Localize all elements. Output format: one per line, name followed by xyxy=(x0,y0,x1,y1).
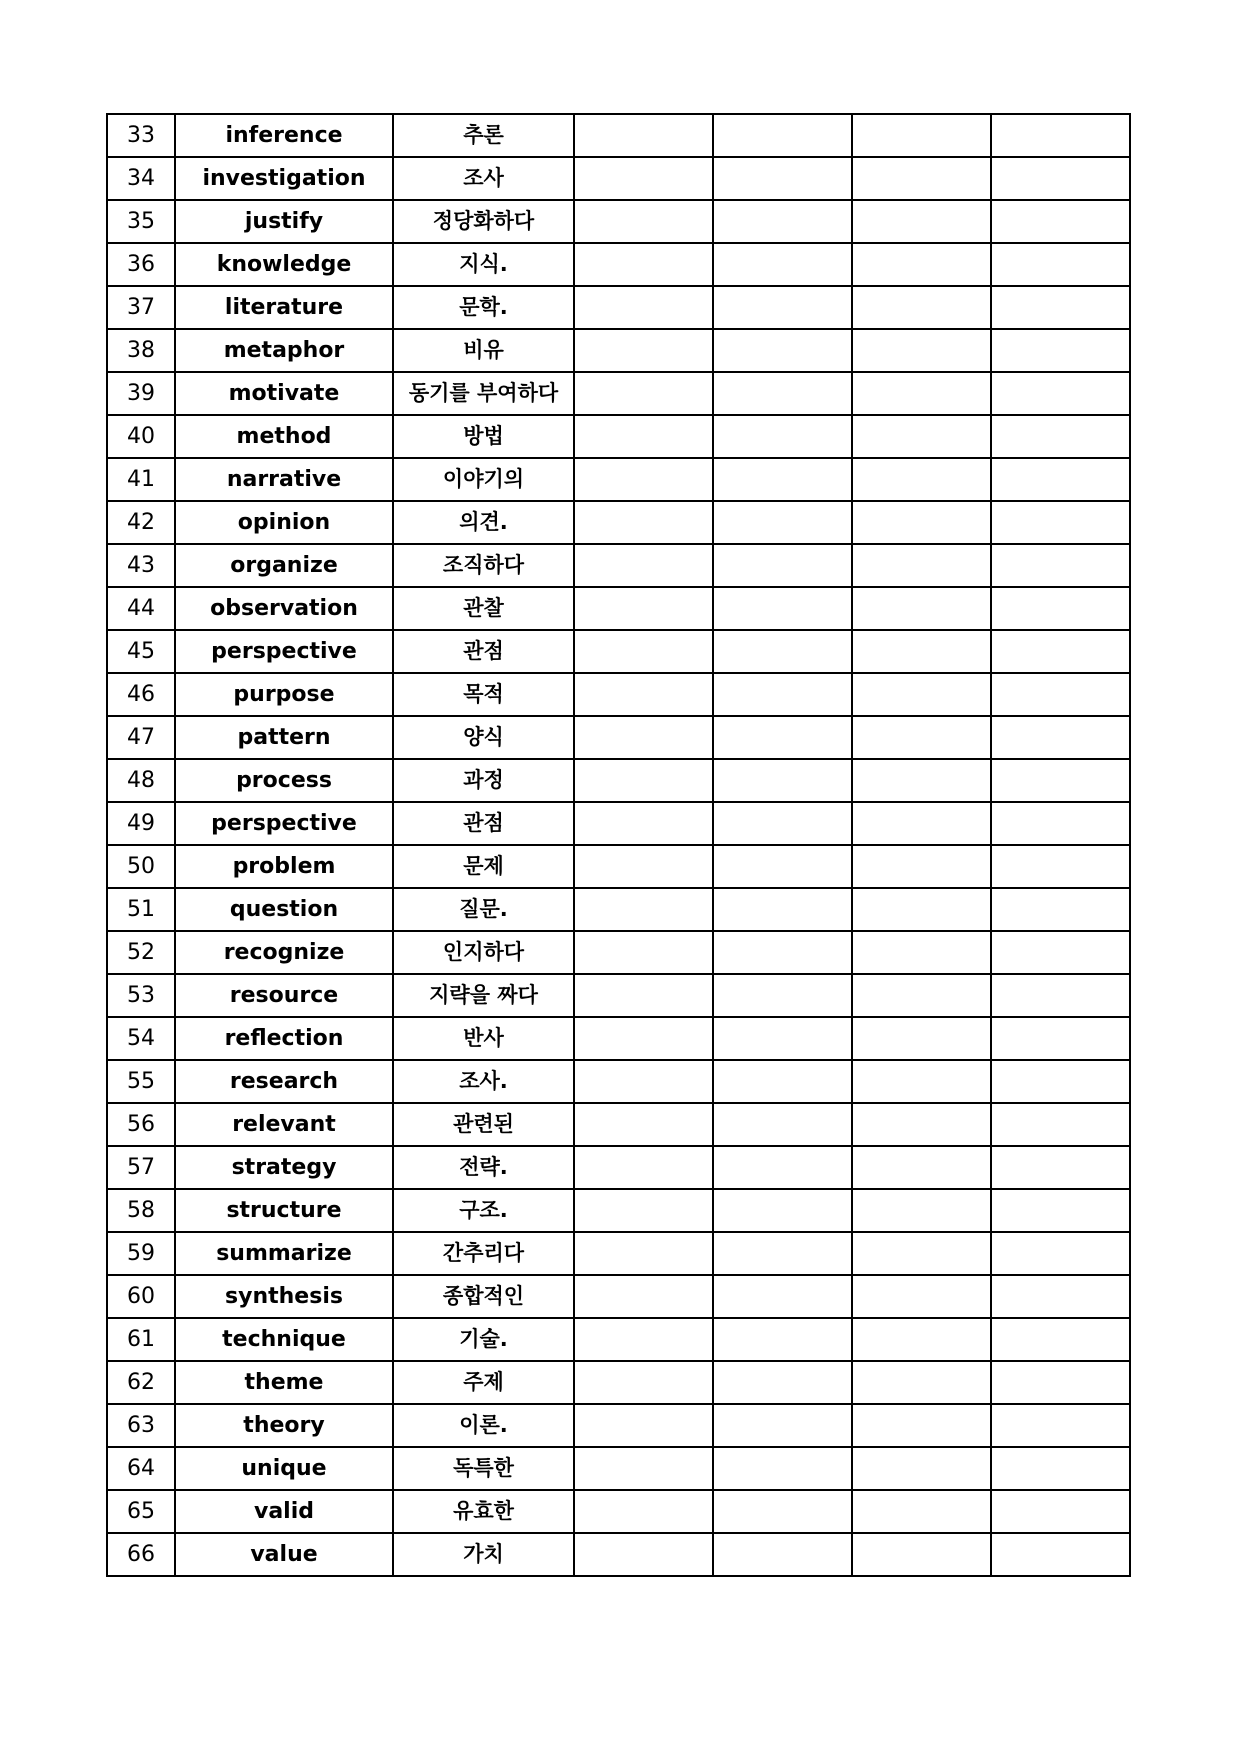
practice-blank-cell xyxy=(852,1017,991,1060)
practice-blank-cell xyxy=(713,1318,852,1361)
korean-meaning: 관찰 xyxy=(393,587,574,630)
practice-blank-cell xyxy=(991,1318,1130,1361)
practice-blank-cell xyxy=(991,286,1130,329)
korean-meaning: 종합적인 xyxy=(393,1275,574,1318)
practice-blank-cell xyxy=(852,974,991,1017)
english-word: process xyxy=(175,759,393,802)
practice-blank-cell xyxy=(852,1103,991,1146)
english-word: question xyxy=(175,888,393,931)
practice-blank-cell xyxy=(574,587,713,630)
table-row xyxy=(107,1533,1130,1576)
row-number: 39 xyxy=(107,372,175,415)
korean-meaning: 이론. xyxy=(393,1404,574,1447)
english-word: reflection xyxy=(175,1017,393,1060)
korean-meaning: 추론 xyxy=(393,114,574,157)
table-row xyxy=(107,1017,1130,1060)
practice-blank-cell xyxy=(852,1275,991,1318)
english-word: justify xyxy=(175,200,393,243)
practice-blank-cell xyxy=(713,1404,852,1447)
practice-blank-cell xyxy=(574,1275,713,1318)
practice-blank-cell xyxy=(574,544,713,587)
english-word: investigation xyxy=(175,157,393,200)
english-word: summarize xyxy=(175,1232,393,1275)
practice-blank-cell xyxy=(713,200,852,243)
practice-blank-cell xyxy=(852,1232,991,1275)
practice-blank-cell xyxy=(713,673,852,716)
practice-blank-cell xyxy=(991,759,1130,802)
practice-blank-cell xyxy=(852,759,991,802)
vocabulary-table-body xyxy=(107,114,1130,1576)
practice-blank-cell xyxy=(991,1490,1130,1533)
korean-meaning: 과정 xyxy=(393,759,574,802)
practice-blank-cell xyxy=(852,587,991,630)
practice-blank-cell xyxy=(713,1189,852,1232)
practice-blank-cell xyxy=(852,1533,991,1576)
korean-meaning: 주제 xyxy=(393,1361,574,1404)
practice-blank-cell xyxy=(713,802,852,845)
row-number: 36 xyxy=(107,243,175,286)
row-number: 34 xyxy=(107,157,175,200)
english-word: opinion xyxy=(175,501,393,544)
row-number: 60 xyxy=(107,1275,175,1318)
english-word: theory xyxy=(175,1404,393,1447)
table-row xyxy=(107,587,1130,630)
vocabulary-table xyxy=(106,113,1131,1577)
practice-blank-cell xyxy=(991,458,1130,501)
row-number: 51 xyxy=(107,888,175,931)
practice-blank-cell xyxy=(991,673,1130,716)
practice-blank-cell xyxy=(713,1447,852,1490)
table-row xyxy=(107,157,1130,200)
korean-meaning: 이야기의 xyxy=(393,458,574,501)
korean-meaning: 인지하다 xyxy=(393,931,574,974)
practice-blank-cell xyxy=(852,157,991,200)
practice-blank-cell xyxy=(852,544,991,587)
practice-blank-cell xyxy=(713,544,852,587)
row-number: 44 xyxy=(107,587,175,630)
practice-blank-cell xyxy=(852,501,991,544)
practice-blank-cell xyxy=(991,1103,1130,1146)
practice-blank-cell xyxy=(991,114,1130,157)
row-number: 61 xyxy=(107,1318,175,1361)
korean-meaning: 의견. xyxy=(393,501,574,544)
practice-blank-cell xyxy=(991,1361,1130,1404)
table-row xyxy=(107,286,1130,329)
table-row xyxy=(107,1146,1130,1189)
row-number: 37 xyxy=(107,286,175,329)
table-row xyxy=(107,1275,1130,1318)
practice-blank-cell xyxy=(574,802,713,845)
practice-blank-cell xyxy=(713,845,852,888)
row-number: 41 xyxy=(107,458,175,501)
practice-blank-cell xyxy=(574,1189,713,1232)
table-row xyxy=(107,1189,1130,1232)
practice-blank-cell xyxy=(713,458,852,501)
practice-blank-cell xyxy=(574,1060,713,1103)
table-row xyxy=(107,1232,1130,1275)
korean-meaning: 관련된 xyxy=(393,1103,574,1146)
row-number: 65 xyxy=(107,1490,175,1533)
table-row xyxy=(107,1447,1130,1490)
practice-blank-cell xyxy=(713,931,852,974)
row-number: 54 xyxy=(107,1017,175,1060)
practice-blank-cell xyxy=(713,372,852,415)
table-row xyxy=(107,931,1130,974)
row-number: 53 xyxy=(107,974,175,1017)
practice-blank-cell xyxy=(991,157,1130,200)
table-row xyxy=(107,372,1130,415)
korean-meaning: 가치 xyxy=(393,1533,574,1576)
table-row xyxy=(107,1060,1130,1103)
row-number: 42 xyxy=(107,501,175,544)
english-word: value xyxy=(175,1533,393,1576)
practice-blank-cell xyxy=(852,1447,991,1490)
practice-blank-cell xyxy=(852,1318,991,1361)
practice-blank-cell xyxy=(852,716,991,759)
practice-blank-cell xyxy=(713,329,852,372)
table-row xyxy=(107,200,1130,243)
korean-meaning: 목적 xyxy=(393,673,574,716)
english-word: motivate xyxy=(175,372,393,415)
practice-blank-cell xyxy=(574,931,713,974)
practice-blank-cell xyxy=(991,587,1130,630)
table-row xyxy=(107,974,1130,1017)
practice-blank-cell xyxy=(991,1060,1130,1103)
practice-blank-cell xyxy=(991,845,1130,888)
korean-meaning: 관점 xyxy=(393,630,574,673)
table-row xyxy=(107,716,1130,759)
row-number: 52 xyxy=(107,931,175,974)
english-word: perspective xyxy=(175,802,393,845)
practice-blank-cell xyxy=(852,329,991,372)
english-word: literature xyxy=(175,286,393,329)
practice-blank-cell xyxy=(574,1490,713,1533)
row-number: 46 xyxy=(107,673,175,716)
row-number: 49 xyxy=(107,802,175,845)
practice-blank-cell xyxy=(991,1146,1130,1189)
english-word: resource xyxy=(175,974,393,1017)
practice-blank-cell xyxy=(991,1189,1130,1232)
practice-blank-cell xyxy=(852,931,991,974)
row-number: 38 xyxy=(107,329,175,372)
korean-meaning: 구조. xyxy=(393,1189,574,1232)
korean-meaning: 관점 xyxy=(393,802,574,845)
row-number: 35 xyxy=(107,200,175,243)
table-row xyxy=(107,630,1130,673)
practice-blank-cell xyxy=(852,673,991,716)
english-word: relevant xyxy=(175,1103,393,1146)
table-row xyxy=(107,1490,1130,1533)
practice-blank-cell xyxy=(713,1103,852,1146)
practice-blank-cell xyxy=(991,630,1130,673)
practice-blank-cell xyxy=(991,329,1130,372)
practice-blank-cell xyxy=(852,1404,991,1447)
practice-blank-cell xyxy=(991,1404,1130,1447)
practice-blank-cell xyxy=(713,1232,852,1275)
korean-meaning: 조직하다 xyxy=(393,544,574,587)
practice-blank-cell xyxy=(713,1146,852,1189)
row-number: 64 xyxy=(107,1447,175,1490)
practice-blank-cell xyxy=(713,286,852,329)
practice-blank-cell xyxy=(713,1275,852,1318)
practice-blank-cell xyxy=(713,759,852,802)
practice-blank-cell xyxy=(574,1017,713,1060)
practice-blank-cell xyxy=(991,544,1130,587)
table-row xyxy=(107,1103,1130,1146)
practice-blank-cell xyxy=(991,888,1130,931)
korean-meaning: 유효한 xyxy=(393,1490,574,1533)
practice-blank-cell xyxy=(713,114,852,157)
english-word: recognize xyxy=(175,931,393,974)
english-word: structure xyxy=(175,1189,393,1232)
row-number: 59 xyxy=(107,1232,175,1275)
practice-blank-cell xyxy=(713,888,852,931)
practice-blank-cell xyxy=(574,974,713,1017)
practice-blank-cell xyxy=(713,1533,852,1576)
practice-blank-cell xyxy=(991,501,1130,544)
row-number: 45 xyxy=(107,630,175,673)
korean-meaning: 전략. xyxy=(393,1146,574,1189)
practice-blank-cell xyxy=(574,157,713,200)
practice-blank-cell xyxy=(991,243,1130,286)
practice-blank-cell xyxy=(852,1146,991,1189)
table-row xyxy=(107,1318,1130,1361)
english-word: research xyxy=(175,1060,393,1103)
english-word: method xyxy=(175,415,393,458)
practice-blank-cell xyxy=(574,1146,713,1189)
practice-blank-cell xyxy=(852,1060,991,1103)
row-number: 48 xyxy=(107,759,175,802)
practice-blank-cell xyxy=(574,1361,713,1404)
practice-blank-cell xyxy=(991,1232,1130,1275)
table-row xyxy=(107,243,1130,286)
practice-blank-cell xyxy=(852,845,991,888)
row-number: 62 xyxy=(107,1361,175,1404)
practice-blank-cell xyxy=(991,1533,1130,1576)
practice-blank-cell xyxy=(574,243,713,286)
practice-blank-cell xyxy=(574,1318,713,1361)
row-number: 66 xyxy=(107,1533,175,1576)
practice-blank-cell xyxy=(852,630,991,673)
row-number: 43 xyxy=(107,544,175,587)
practice-blank-cell xyxy=(713,1017,852,1060)
practice-blank-cell xyxy=(991,372,1130,415)
korean-meaning: 양식 xyxy=(393,716,574,759)
row-number: 63 xyxy=(107,1404,175,1447)
practice-blank-cell xyxy=(574,286,713,329)
practice-blank-cell xyxy=(713,716,852,759)
practice-blank-cell xyxy=(852,200,991,243)
english-word: metaphor xyxy=(175,329,393,372)
table-row xyxy=(107,501,1130,544)
practice-blank-cell xyxy=(852,458,991,501)
table-row xyxy=(107,1361,1130,1404)
practice-blank-cell xyxy=(574,458,713,501)
korean-meaning: 방법 xyxy=(393,415,574,458)
table-row xyxy=(107,114,1130,157)
english-word: strategy xyxy=(175,1146,393,1189)
practice-blank-cell xyxy=(574,673,713,716)
row-number: 56 xyxy=(107,1103,175,1146)
table-row xyxy=(107,329,1130,372)
practice-blank-cell xyxy=(574,845,713,888)
english-word: observation xyxy=(175,587,393,630)
practice-blank-cell xyxy=(713,157,852,200)
english-word: synthesis xyxy=(175,1275,393,1318)
practice-blank-cell xyxy=(713,630,852,673)
english-word: pattern xyxy=(175,716,393,759)
practice-blank-cell xyxy=(991,931,1130,974)
practice-blank-cell xyxy=(991,200,1130,243)
english-word: unique xyxy=(175,1447,393,1490)
practice-blank-cell xyxy=(574,630,713,673)
table-row xyxy=(107,458,1130,501)
korean-meaning: 조사. xyxy=(393,1060,574,1103)
korean-meaning: 동기를 부여하다 xyxy=(393,372,574,415)
korean-meaning: 정당화하다 xyxy=(393,200,574,243)
table-row xyxy=(107,1404,1130,1447)
practice-blank-cell xyxy=(574,1447,713,1490)
row-number: 47 xyxy=(107,716,175,759)
practice-blank-cell xyxy=(991,802,1130,845)
row-number: 55 xyxy=(107,1060,175,1103)
practice-blank-cell xyxy=(852,415,991,458)
table-row xyxy=(107,544,1130,587)
practice-blank-cell xyxy=(852,888,991,931)
practice-blank-cell xyxy=(991,716,1130,759)
english-word: theme xyxy=(175,1361,393,1404)
practice-blank-cell xyxy=(574,888,713,931)
row-number: 58 xyxy=(107,1189,175,1232)
practice-blank-cell xyxy=(852,114,991,157)
english-word: knowledge xyxy=(175,243,393,286)
row-number: 57 xyxy=(107,1146,175,1189)
practice-blank-cell xyxy=(713,1060,852,1103)
korean-meaning: 조사 xyxy=(393,157,574,200)
practice-blank-cell xyxy=(713,974,852,1017)
practice-blank-cell xyxy=(713,587,852,630)
practice-blank-cell xyxy=(852,1490,991,1533)
practice-blank-cell xyxy=(574,1103,713,1146)
english-word: perspective xyxy=(175,630,393,673)
korean-meaning: 지략을 짜다 xyxy=(393,974,574,1017)
practice-blank-cell xyxy=(574,329,713,372)
korean-meaning: 문제 xyxy=(393,845,574,888)
english-word: problem xyxy=(175,845,393,888)
practice-blank-cell xyxy=(852,372,991,415)
practice-blank-cell xyxy=(574,1404,713,1447)
practice-blank-cell xyxy=(991,974,1130,1017)
korean-meaning: 간추리다 xyxy=(393,1232,574,1275)
practice-blank-cell xyxy=(852,243,991,286)
table-row xyxy=(107,845,1130,888)
practice-blank-cell xyxy=(713,501,852,544)
row-number: 33 xyxy=(107,114,175,157)
practice-blank-cell xyxy=(574,415,713,458)
practice-blank-cell xyxy=(574,501,713,544)
practice-blank-cell xyxy=(852,1189,991,1232)
practice-blank-cell xyxy=(991,415,1130,458)
practice-blank-cell xyxy=(574,372,713,415)
table-row xyxy=(107,415,1130,458)
practice-blank-cell xyxy=(713,1361,852,1404)
korean-meaning: 문학. xyxy=(393,286,574,329)
english-word: technique xyxy=(175,1318,393,1361)
practice-blank-cell xyxy=(852,1361,991,1404)
practice-blank-cell xyxy=(991,1017,1130,1060)
practice-blank-cell xyxy=(713,415,852,458)
practice-blank-cell xyxy=(852,286,991,329)
table-row xyxy=(107,759,1130,802)
practice-blank-cell xyxy=(574,200,713,243)
table-row xyxy=(107,802,1130,845)
korean-meaning: 비유 xyxy=(393,329,574,372)
table-row xyxy=(107,673,1130,716)
korean-meaning: 반사 xyxy=(393,1017,574,1060)
practice-blank-cell xyxy=(713,243,852,286)
english-word: organize xyxy=(175,544,393,587)
english-word: valid xyxy=(175,1490,393,1533)
practice-blank-cell xyxy=(713,1490,852,1533)
practice-blank-cell xyxy=(574,1533,713,1576)
korean-meaning: 기술. xyxy=(393,1318,574,1361)
korean-meaning: 질문. xyxy=(393,888,574,931)
practice-blank-cell xyxy=(991,1275,1130,1318)
practice-blank-cell xyxy=(574,759,713,802)
practice-blank-cell xyxy=(991,1447,1130,1490)
practice-blank-cell xyxy=(574,1232,713,1275)
english-word: narrative xyxy=(175,458,393,501)
table-row xyxy=(107,888,1130,931)
row-number: 40 xyxy=(107,415,175,458)
english-word: purpose xyxy=(175,673,393,716)
row-number: 50 xyxy=(107,845,175,888)
practice-blank-cell xyxy=(852,802,991,845)
practice-blank-cell xyxy=(574,716,713,759)
korean-meaning: 지식. xyxy=(393,243,574,286)
korean-meaning: 독특한 xyxy=(393,1447,574,1490)
english-word: inference xyxy=(175,114,393,157)
practice-blank-cell xyxy=(574,114,713,157)
